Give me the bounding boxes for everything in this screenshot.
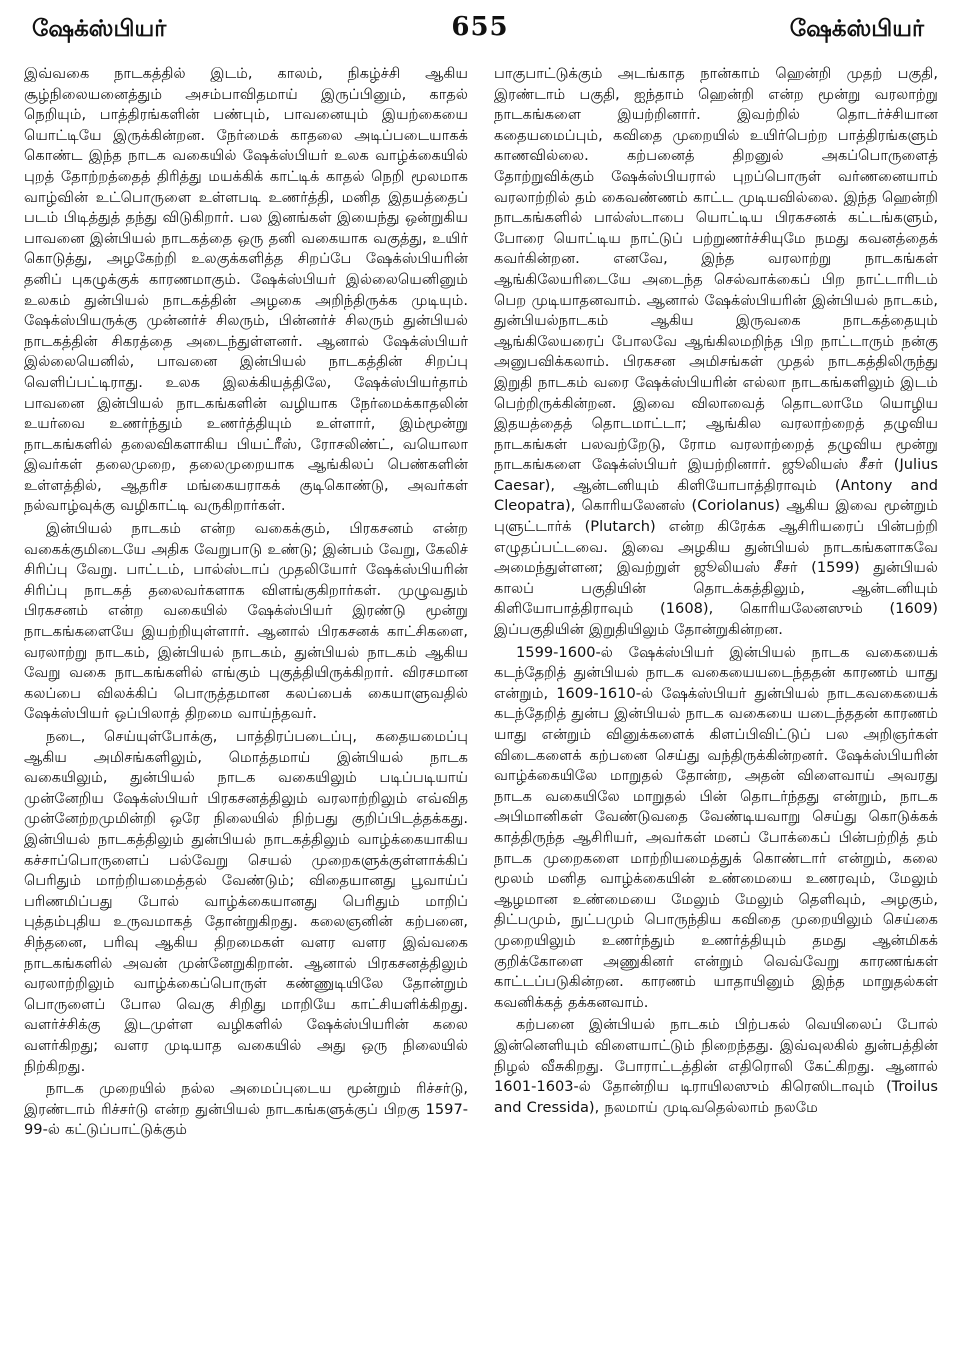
running-head-right: ஷேக்ஸ்பியர் (789, 16, 924, 42)
text-columns (24, 64, 938, 1346)
paragraph: நாடக முறையில் நல்ல அமைப்புடைய மூன்றும் ரிச்சர்டு, இரண்டாம் ரிச்சர்டு என்ற துன்பியல் நாடகங்களுக்குப் பிறகு 1597-99-ல் கட்டுப்பாட்டுக்கும் (24, 1080, 468, 1139)
page-number: 655 (451, 12, 509, 42)
paragraph: 1599-1600-ல் ஷேக்ஸ்பியர் இன்பியல் நாடக வகையைக் கடந்தேறித் துன்பியல் நாடக வகையையடைந்ததன் காரணம் யாது என்றும், 1609-1610-ல் ஷேக்ஸ்பியர் துன்பியல் நாடகவகையைக் கடந்தேறித் துன்ப இன்பியல் நாடக வகையை யடைந்ததன் காரணம் யாது என்றும் வினுக்களைக் கிளப்பிவிட்டுப் பல அறிஞர்கள் விடைகளைக் கற்பனை செய்து வந்திருக்கின்றனர். ஷேக்ஸ்பியரின் வாழ்க்கையிலே மாறுதல் தோன்ற, அதன் விளைவாய் அவரது நாடக வகையிலே மாறுதல் பின் தொடர்ந்தது என்றும், நாடக அபிமானிகள் வேண்டுவதை வேண்டியவாறு செய்து கொடுக்கக் காத்திருந்த ஆசிரியர், அவர்கள் மனப் போக்கைப் பின்பற்றித் தம் நாடக முறைகளை மாற்றியமைத்துக் கொண்டார் என்றும், கலை மூலம் மனித வாழ்க்கையின் உண்மையை உணரவும், மேலும் ஆழமான உண்மையை மேலும் மேலும் தெளிவும், அழகும், திட்பமும், நுட்பமும் பொருந்திய கவிதை முறையிலும் செய்கை முறையிலும் உணர்ந்தும் உணர்த்தியும் தமது ஆன்மிகக் குறிக்கோளை அணுகினர் என்றும் வெவ்வேறு காரணங்கள் காட்டப்படுகின்றன. காரணம் யாதாயினும் இந்த மாறுதல்கள் கவனிக்கத் தக்கனவாம். (494, 643, 938, 1011)
paragraph: இவ்வகை நாடகத்தில் இடம், காலம், நிகழ்ச்சி ஆகிய சூழ்நிலையனைத்தும் அசம்பாவிதமாய் இருப்பினும், காதல் நெறியும், பாத்திரங்களின் பண்பும், பாவனையும் இயற்கையை யொட்டியே இருக்கின்றன. நேர்மைக் காதலை அடிப்படையாகக் கொண்ட இந்த நாடக வகையில் ஷேக்ஸ்பியர் உலக வாழ்க்கையில் புறத் தோற்றத்தைத் திரித்து மயக்கிக் காட்டிக் காதல் நெறி மூலமாக வாழ்வின் உட்பொருளை உள்ளபடி உணர்த்தி, மனித இதயத்தைப் படம் பிடித்துத் தந்து விடுகிறார். பல இனங்கள் இயைந்து ஒன்றுகிய பாவனை இன்பியல் நாடகத்தை ஒரு தனி வகையாக வகுத்து, உயிர் கொடுத்து, அழகேற்றி உலகுக்களித்த சிறப்பே ஷேக்ஸ்பியரின் தனிப் புகழுக்குக் காரணமாகும். ஷேக்ஸ்பியர் இல்லையெனினும் உலகம் துன்பியல் நாடகத்தின் அழகை அறிந்திருக்க முடியும். ஷேக்ஸ்பியருக்கு முன்னர்ச் சிலரும், பின்னர்ச் சிலரும் துன்பியல் நாடகத்தின் சிகரத்தை அடைந்துள்ளனர். ஆனால் ஷேக்ஸ்பியர் இல்லையெனில், பாவனை இன்பியல் நாடகத்தின் சிறப்பு வெளிப்பட்டிராது. உலக இலக்கியத்திலே, ஷேக்ஸ்பியர்தாம் பாவனை இன்பியல் நாடகங்களின் வழியாக நேர்மைக்காதலின் உயர்வை உணர்ந்தும் உணர்த்தியும் உள்ளார், இம்மூன்று நாடகங்களில் தலைவிகளாகிய பியட்ரீஸ், ரோசலிண்ட், வயொலா இவர்கள் தலைமுறை, தலைமுறையாக ஆங்கிலப் பெண்களின் உள்ளத்தில், ஆதரிச மங்கையராகக் குடிகொண்டு, அவர்கள் நல்வாழ்வுக்கு வழிகாட்டி வருகிறார்கள். (24, 65, 468, 515)
running-head-left: ஷேக்ஸ்பியர் (32, 16, 167, 42)
paragraph: பாகுபாட்டுக்கும் அடங்காத நான்காம் ஹென்றி முதற் பகுதி, இரண்டாம் பகுதி, ஐந்தாம் ஹென்றி என்ற மூன்று வரலாற்று நாடகங்களை இயற்றினார். இவற்றில் தொடர்ச்சியான கதையமைப்பும், கவிதை முறையில் உயிர்பெற்ற பாத்திரங்களும் காணவில்லை. கற்பனைத் திறனுல் அகப்பொருளைத் தோற்றுவிக்கும் ஷேக்ஸ்பியரால் புறப்பொருள் வர்ணனையாம் வரலாற்றில் தம் கைவண்ணம் காட்ட முடியவில்லை. இந்த ஹென்றி நாடகங்களில் பால்ஸ்டாபை யொட்டிய பிரகசனக் கட்டங்களும், போரை யொட்டிய நாட்டுப் பற்றுணர்ச்சியுமே நமது கவனத்தைக் கவர்கின்றன. எனவே, இந்த வரலாற்று நாடகங்கள் ஆங்கிலேயரிடையே அடைந்த செல்வாக்கைப் பிற நாட்டாரிடம் பெற முடியாதனவாம். ஆனால் ஷேக்ஸ்பியரின் இன்பியல் நாடகம், துன்பியல்நாடகம் ஆகிய இருவகை நாடகத்தையும் ஆங்கிலேயரைப் போலவே ஆங்கிலமறிந்த பிற நாட்டாரும் நன்கு அனுபவிக்கலாம். பிரகசன அமிசங்கள் முதல் நாடகத்திலிருந்து இறுதி நாடகம் வரை ஷேக்ஸ்பியரின் எல்லா நாடகங்களிலும் இடம் பெற்றிருக்கின்றன. இவை விலாவைத் தொடலாமே யொழிய இதயத்தைத் தொடமாட்டா; ஆங்கில வரலாற்றைத் தழுவிய நாடகங்கள் பலவற்றேடு, ரோம வரலாற்றைத் தழுவிய மூன்று நாடகங்களை ஷேக்ஸ்பியர் இயற்றினார். ஜூலியஸ் சீசர் (Julius Caesar), ஆன்டனியும் கிளியோபாத்திராவும் (Antony and Cleopatra), கொரியலேனஸ் (Coriolanus) ஆகிய இவை மூன்றும் புளுட்டார்க் (Plutarch) என்ற கிரேக்க ஆசிரியரைப் பின்பற்றி எழுதப்பட்டவை. இவை அழகிய துன்பியல் நாடகங்களாகவே அமைந்துள்ளன; இவற்றுள் ஜூலியஸ் சீசர் (1599) துன்பியல் காலப் பகுதியின் தொடக்கத்திலும், ஆன்டனியும் கிளியோபாத்திராவும் (1608), கொரியலேனஸும் (1609) இப்பகுதியின் இறுதியிலும் தோன்றுகின்றன. (494, 65, 938, 639)
running-header (22, 10, 938, 54)
paragraph: இன்பியல் நாடகம் என்ற வகைக்கும், பிரகசனம் என்ற வகைக்குமிடையே அதிக வேறுபாடு உண்டு; இன்பம் வேறு, கேலிச் சிரிப்பு வேறு. பாட்டம், பால்ஸ்டாப் முதலியோர் ஷேக்ஸ்பியரின் சிரிப்பு நாடகத் தலைவர்களாக விளங்குகிறார்கள். முழுவதும் பிரகசனம் என்ற வகையில் ஷேக்ஸ்பியர் இரண்டு மூன்று நாடகங்களையே இயற்றியுள்ளார். ஆனால் பிரகசனக் காட்சிகளை, வரலாற்று நாடகம், இன்பியல் நாடகம், துன்பியல் நாடகம் ஆகிய வேறு வகை நாடகங்களில் எங்கும் புகுத்தியிருக்கிறார். விரசமான கலப்பை விலக்கிப் பொருத்தமான கலப்பைக் கையாளுவதில் ஷேக்ஸ்பியர் ஒப்பிலாத் திறமை வாய்ந்தவர். (24, 520, 468, 723)
right-column (494, 64, 938, 1346)
paragraph: கற்பனை இன்பியல் நாடகம் பிற்பகல் வெயிலைப் போல் இன்னெளியும் விளையாட்டும் நிறைந்தது. இவ்வுலகில் துன்பத்தின் நிழல் வீசுகிறது. போராட்டத்தின் எதிரொலி கேட்கிறது. ஆனால் 1601-1603-ல் தோன்றிய டிராயிலஸும் கிரெஸிடாவும் (Troilus and Cressida), நலமாய் முடிவதெல்லாம் நலமே (494, 1016, 938, 1116)
paragraph: நடை, செய்யுள்போக்கு, பாத்திரப்படைப்பு, கதையமைப்பு ஆகிய அமிசங்களிலும், மொத்தமாய் இன்பியல் நாடக வகையிலும், துன்பியல் நாடக வகையிலும் படிப்படியாய் முன்னேறிய ஷேக்ஸ்பியர் பிரகசனத்திலும் வரலாற்றிலும் எவ்வித முன்னேற்றமுமின்றி ஒரே நிலையில் நிற்பது குறிப்பிடத்தக்கது. இன்பியல் நாடகத்திலும் துன்பியல் நாடகத்திலும் வாழ்க்கையாகிய கச்சாப்பொருளைப் பல்வேறு செயல் முறைகளுக்குள்ளாக்கிப் பெரிதும் மாற்றியமைத்தல் வேண்டும்; விதையானது பூவாய்ப் பரிணமிப்பது போல் வாழ்க்கையானது பெரிதும் மாறிப் புத்தம்புதிய உருவமாகத் தோன்றுகிறது. கலைஞனின் கற்பனை, சிந்தனை, பரிவு ஆகிய திறமைகள் வளர வளர இவ்வகை நாடகங்களில் அவன் முன்னேறுகிறான். ஆனால் பிரகசனத்திலும் வரலாற்றிலும் வாழ்க்கைப்பொருள் கண்ணுடியிலே தோன்றும் பொருளைப் போல வெகு சிறிது மாறியே காட்சியளிக்கிறது. வளர்ச்சிக்கு இடமுள்ள வழிகளில் ஷேக்ஸ்பியரின் கலை வளர்கிறது; வளர முடியாத வகையில் அது ஒரு நிலையில் நிற்கிறது. (24, 728, 468, 1075)
left-column (24, 64, 468, 1346)
